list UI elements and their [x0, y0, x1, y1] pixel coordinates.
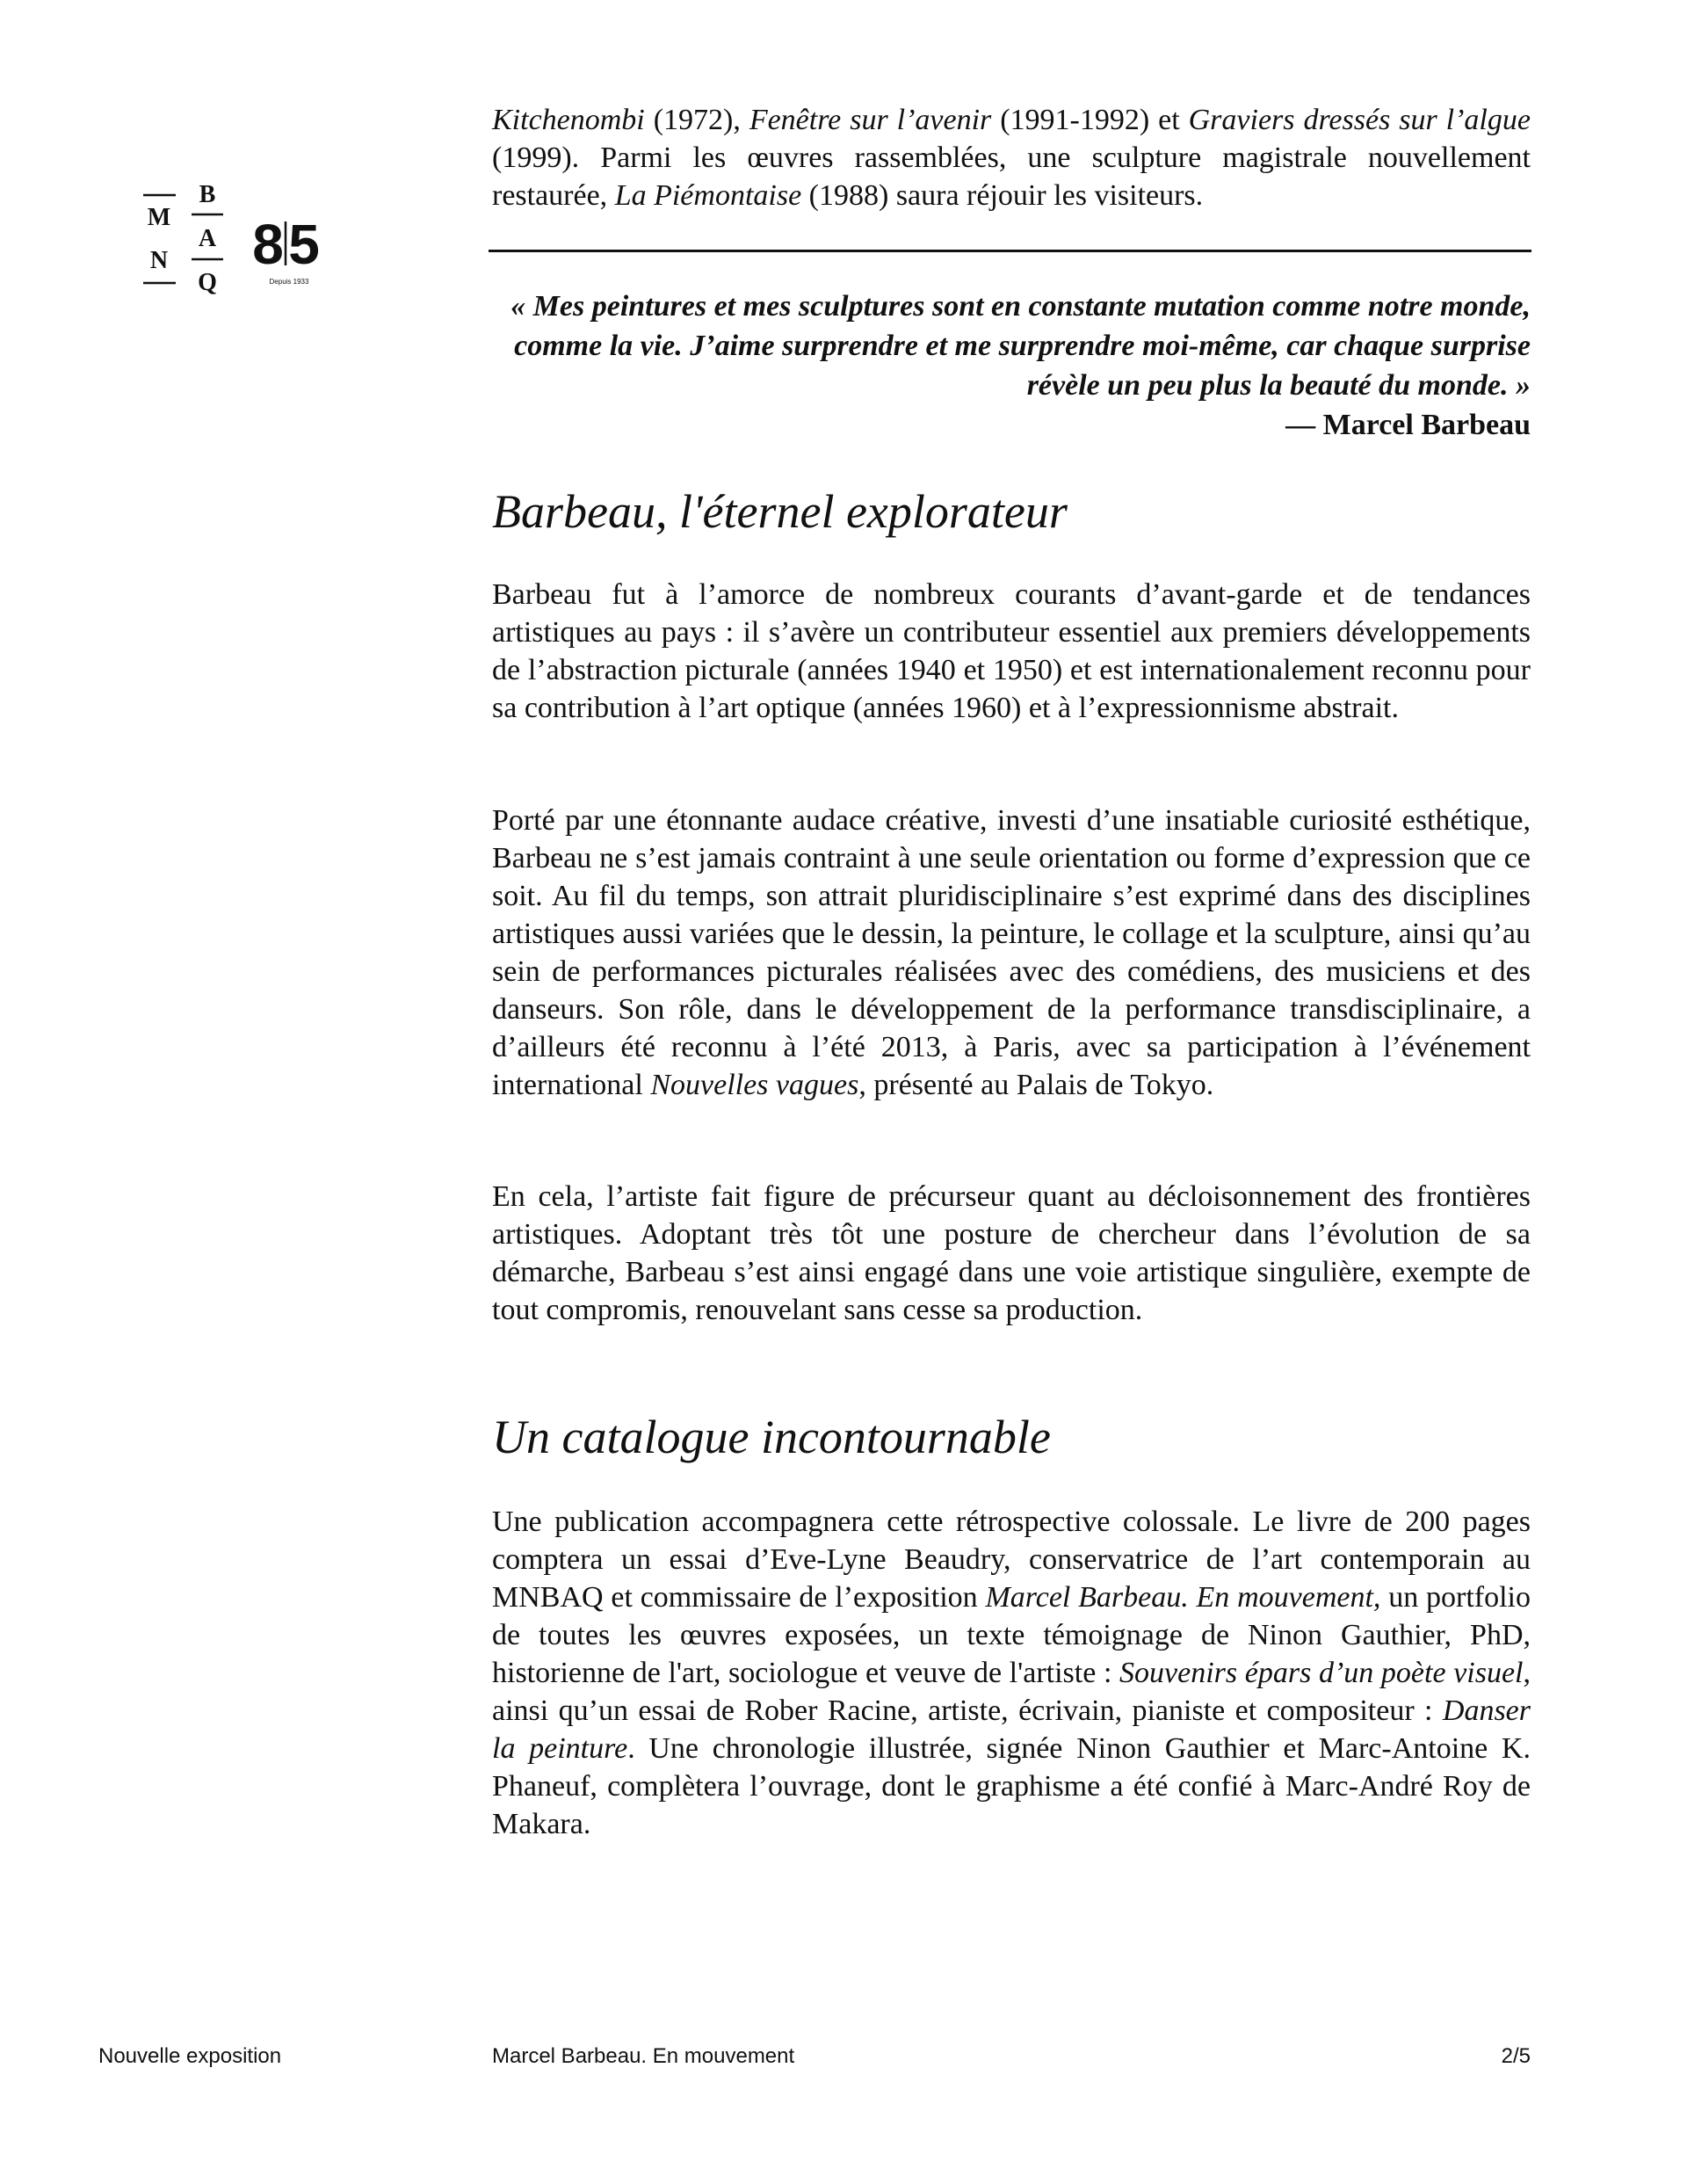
essay-title: Danser la peinture	[492, 1694, 1531, 1765]
work-title: Graviers dressés sur l’algue	[1188, 104, 1531, 136]
work-title: Fenêtre sur l’avenir	[749, 104, 992, 136]
divider-rule	[489, 250, 1531, 252]
body-text: Porté par une étonnante audace créative, investi d’une insatiable curiosité esthétique, Barbeau ne s’est jamais contraint à une seule orientation ou forme d’expression que ce soit. Au fil du temps, son attrait pluridisciplinaire s’est exprimé dans des disciplines artistiques aussi variées que le dessin, la peinture, le collage et la sculpture, ainsi qu’au sein de performances picturales réalisées avec des comédiens, des musiciens et des danseurs. Son rôle, dans le développement de la performance transdisciplinaire, a d’ailleurs été reconnu à l’été 2013, à Paris, avec sa participation à l’événement international	[492, 804, 1531, 1101]
page-number: 2/5	[1501, 2044, 1531, 2068]
body-text: , présenté au Palais de Tokyo.	[858, 1069, 1214, 1101]
body-text: . Une chronologie illustrée, signée Ninon Gauthier et Marc-Antoine K. Phaneuf, complètera l’ouvrage, dont le graphisme a été confié à Marc-André Roy de Makara.	[492, 1732, 1531, 1840]
intro-text: (1988) saura réjouir les visiteurs.	[801, 179, 1204, 212]
intro-paragraph	[492, 101, 1531, 214]
exhibition-title: Marcel Barbeau. En mouvement,	[985, 1581, 1381, 1614]
logo-number-left: 8	[252, 213, 284, 276]
intro-text: (1999). Parmi les œuvres rassemblées, une sculpture magistrale nouvellement restaurée,	[492, 141, 1531, 212]
body-paragraph	[492, 802, 1531, 1104]
body-paragraph: Barbeau fut à l’amorce de nombreux courants d’avant-garde et de tendances artistiques au pays : il s’avère un contributeur essentiel aux premiers développements de l’abstraction picturale (années 1940 et 1950) et est internationalement reconnu pour sa contribution à l’art optique (années 1960) et à l’expressionnisme abstrait.	[492, 578, 1531, 724]
section-heading-explorer: Barbeau, l'éternel explorateur	[492, 485, 1068, 538]
body-text: Une publication accompagnera cette rétrospective colossale. Le livre de 200 pages comptera un essai d’Eve-Lyne Beaudry, conservatrice de l’art contemporain au MNBAQ et commissaire de l’exposition	[492, 1506, 1531, 1614]
intro-text: (1972),	[644, 104, 749, 136]
logo-number-right: 5	[288, 213, 320, 276]
work-title: Kitchenombi	[492, 104, 645, 136]
mnbaq-logo	[139, 183, 341, 315]
body-text: un portfolio de toutes les œuvres exposées, un texte témoignage de Ninon Gauthier, PhD, historienne de l'art, sociologue et veuve de l'artiste :	[492, 1581, 1531, 1689]
footer-left: Nouvelle exposition	[98, 2044, 282, 2068]
body-paragraph	[492, 1503, 1531, 1843]
logo-since: Depuis 1933	[269, 278, 309, 286]
section-heading-catalogue: Un catalogue incontournable	[492, 1411, 1051, 1463]
pull-quote	[492, 287, 1531, 445]
footer-center: Marcel Barbeau. En mouvement	[492, 2044, 795, 2068]
quote-text: « Mes peintures et mes sculptures sont en constante mutation comme notre monde, comme la vie. J’aime surprendre et me surprendre moi-même, car chaque surprise révèle un peu plus la beauté du monde. »	[510, 290, 1531, 402]
quote-attribution: — Marcel Barbeau	[1285, 409, 1531, 441]
logo-letter-b: B	[199, 183, 216, 208]
logo-letter-n: N	[149, 247, 169, 274]
event-title: Nouvelles vagues	[650, 1069, 859, 1101]
body-paragraph: En cela, l’artiste fait figure de précurseur quant au décloisonnement des frontières artistiques. Adoptant très tôt une posture de chercheur dans l’évolution de sa démarche, Barbeau s’est ainsi engagé dans une voie artistique singulière, exempte de tout compromis, renouvelant sans cesse sa production.	[492, 1180, 1531, 1326]
essay-title: Souvenirs épars d’un poète visuel	[1119, 1657, 1524, 1689]
logo-letter-q: Q	[198, 269, 217, 296]
logo-letter-m: M	[147, 204, 171, 231]
intro-text: (1991-1992) et	[991, 104, 1189, 136]
work-title: La Piémontaise	[614, 179, 802, 212]
logo-letter-a: A	[198, 225, 217, 252]
body-text: , ainsi qu’un essai de Rober Racine, artiste, écrivain, pianiste et compositeur :	[492, 1657, 1531, 1727]
